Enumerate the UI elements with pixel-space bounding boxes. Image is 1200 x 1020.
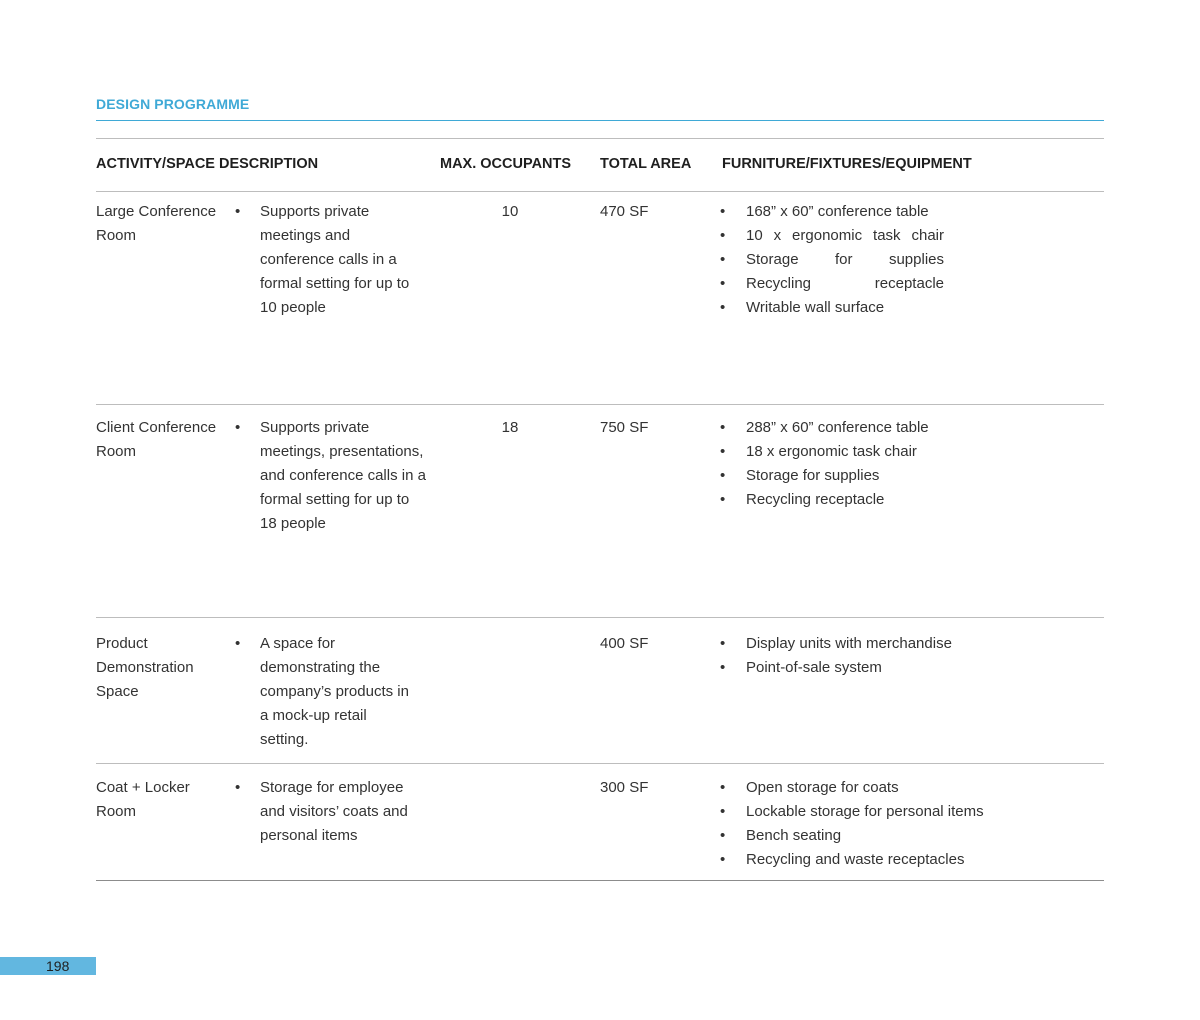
furniture-list bbox=[720, 200, 1020, 320]
header-occupants: MAX. OCCUPANTS bbox=[440, 156, 572, 172]
furniture-item: • 18 x ergonomic task chair bbox=[720, 443, 917, 460]
furniture-item: • Writable wall surface bbox=[720, 299, 885, 316]
header-area: TOTAL AREA bbox=[600, 156, 692, 172]
description-bullet: • bbox=[235, 419, 241, 436]
total-area: 400 SF bbox=[600, 635, 649, 652]
description-bullet: • bbox=[235, 635, 241, 652]
space-description: Storage for employee and visitors’ coats and personal items bbox=[260, 779, 408, 844]
furniture-item: • 10 x ergonomic task chair bbox=[720, 227, 944, 244]
description-bullet: • bbox=[235, 203, 241, 220]
furniture-item: • Display units with merchandise bbox=[720, 635, 952, 652]
row-divider bbox=[96, 617, 1104, 618]
space-description: A space for demonstrating the company’s products in a mock-up retail setting. bbox=[260, 635, 409, 748]
furniture-item: • Lockable storage for personal items bbox=[720, 803, 984, 820]
furniture-item: • Recycling receptacle bbox=[720, 491, 885, 508]
total-area: 470 SF bbox=[600, 203, 649, 220]
total-area: 300 SF bbox=[600, 779, 649, 796]
header-rule bbox=[96, 191, 1104, 192]
section-title: DESIGN PROGRAMME bbox=[96, 96, 250, 112]
header-furniture: FURNITURE/FIXTURES/EQUIPMENT bbox=[722, 156, 972, 172]
furniture-item: • Storage for supplies bbox=[720, 251, 944, 268]
row-divider bbox=[96, 404, 1104, 405]
furniture-list bbox=[720, 776, 1020, 872]
furniture-item: • 168” x 60” conference table bbox=[720, 203, 929, 220]
furniture-item: • Recycling receptacle bbox=[720, 275, 944, 292]
max-occupants: 10 bbox=[501, 203, 519, 220]
furniture-item: • Recycling and waste receptacles bbox=[720, 851, 965, 868]
space-name: Client Conference Room bbox=[96, 419, 217, 460]
row-divider bbox=[96, 763, 1104, 764]
furniture-list bbox=[720, 632, 1020, 680]
space-description: Supports private meetings, presentations, and conference calls in a formal setting for up to 18 people bbox=[260, 419, 426, 532]
furniture-item: • Bench seating bbox=[720, 827, 842, 844]
table-bottom-rule bbox=[96, 880, 1104, 881]
header-activity: ACTIVITY/SPACE DESCRIPTION bbox=[96, 156, 319, 172]
furniture-item: • Storage for supplies bbox=[720, 467, 880, 484]
title-rule bbox=[96, 120, 1104, 121]
space-name: Coat + Locker Room bbox=[96, 779, 190, 820]
max-occupants: 18 bbox=[501, 419, 519, 436]
furniture-item: • Point-of-sale system bbox=[720, 659, 882, 676]
description-bullet: • bbox=[235, 779, 241, 796]
space-name: Large Conference Room bbox=[96, 203, 217, 244]
page-number: 198 bbox=[46, 958, 70, 974]
total-area: 750 SF bbox=[600, 419, 649, 436]
furniture-list bbox=[720, 416, 1020, 512]
table-top-rule bbox=[96, 138, 1104, 139]
furniture-item: • Open storage for coats bbox=[720, 779, 899, 796]
space-name: Product Demonstration Space bbox=[96, 635, 194, 700]
space-description: Supports private meetings and conference calls in a formal setting for up to 10 people bbox=[260, 203, 410, 316]
furniture-item: • 288” x 60” conference table bbox=[720, 419, 929, 436]
